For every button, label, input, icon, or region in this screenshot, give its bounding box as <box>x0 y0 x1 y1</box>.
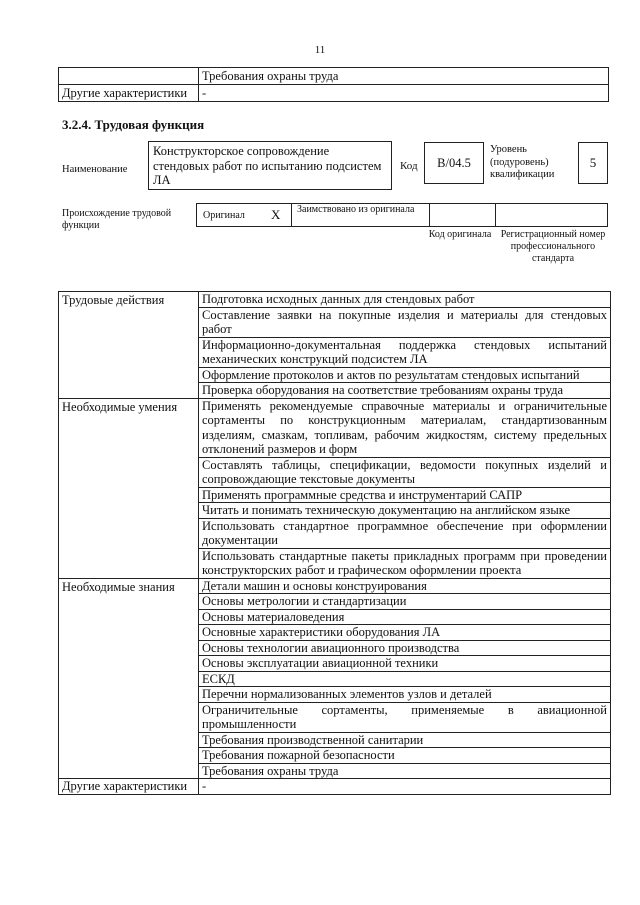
section-item: Перечни нормализованных элементов узлов и деталей <box>199 687 611 703</box>
section-item: Требования пожарной безопасности <box>199 748 611 764</box>
origin-row <box>196 203 608 227</box>
section-item: ЕСКД <box>199 671 611 687</box>
other-value: - <box>199 779 611 795</box>
table-row <box>59 85 609 102</box>
section-item: Применять рекомендуемые справочные материалы и ограничительные сортаменты по конструкционным материалам, стандартизованным изделиям, смазкам, топливам, рабочим жидкостям, систему предельных отклонений размеров и форм <box>199 398 611 457</box>
function-table <box>58 291 611 795</box>
section-item: Читать и понимать техническую документацию на английском языке <box>199 503 611 519</box>
section-item: Оформление протоколов и актов по результатам стендовых испытаний <box>199 367 611 383</box>
table-row <box>59 779 611 795</box>
name-value: Конструкторское сопровождение стендовых работ по испытанию подсистем ЛА <box>148 141 392 190</box>
borrowed-label: Заимствовано из оригинала <box>297 204 415 215</box>
section-label: Необходимые умения <box>59 398 199 578</box>
row-label <box>59 68 199 85</box>
table-row <box>59 578 611 594</box>
section-item: Требования охраны труда <box>199 763 611 779</box>
table-row <box>59 292 611 308</box>
name-label: Наименование <box>62 164 128 175</box>
code-value: B/04.5 <box>424 142 484 184</box>
row-value: Требования охраны труда <box>199 68 609 85</box>
section-item: Составление заявки на покупные изделия и материалы для стендовых работ <box>199 307 611 337</box>
level-value: 5 <box>578 142 608 184</box>
section-label: Трудовые действия <box>59 292 199 399</box>
section-title: 3.2.4. Трудовая функция <box>62 117 205 132</box>
code-caption: Код оригинала <box>428 229 492 240</box>
reg-caption: Регистрационный номер профессионального стандарта <box>500 229 606 264</box>
section-item: Информационно-документальная поддержка стендовых испытаний механических конструкций подсистем ЛА <box>199 337 611 367</box>
section-item: Основы эксплуатации авиационной техники <box>199 656 611 672</box>
section-item: Основы метрологии и стандартизации <box>199 594 611 610</box>
section-item: Требования производственной санитарии <box>199 732 611 748</box>
section-item: Подготовка исходных данных для стендовых работ <box>199 292 611 308</box>
original-label: Оригинал <box>203 210 245 221</box>
row-label: Другие характеристики <box>59 85 199 102</box>
other-label: Другие характеристики <box>59 779 199 795</box>
section-item: Основы технологии авиационного производства <box>199 640 611 656</box>
section-item: Применять программные средства и инструментарий САПР <box>199 487 611 503</box>
origin-label: Происхождение трудовой функции <box>62 208 172 231</box>
continuation-table <box>58 67 609 102</box>
original-mark: X <box>271 207 281 222</box>
section-item: Составлять таблицы, спецификации, ведомости покупных изделий и сопровождающие текстовые документы <box>199 457 611 487</box>
section-item: Использовать стандартное программное обеспечение при оформлении документации <box>199 518 611 548</box>
section-item: Ограничительные сортаменты, применяемые в авиационной промышленности <box>199 702 611 732</box>
table-row <box>59 68 609 85</box>
section-item: Использовать стандартные пакеты прикладных программ при проведении конструкторских работ и графическом оформлении проекта <box>199 548 611 578</box>
section-item: Детали машин и основы конструирования <box>199 578 611 594</box>
level-label: Уровень (подуровень) квалификации <box>490 144 555 180</box>
page-number: 11 <box>314 44 326 56</box>
row-value: - <box>199 85 609 102</box>
section-item: Проверка оборудования на соответствие требованиям охраны труда <box>199 383 611 399</box>
section-item: Основы материаловедения <box>199 609 611 625</box>
table-row <box>59 398 611 457</box>
code-label: Код <box>400 160 418 172</box>
section-label: Необходимые знания <box>59 578 199 779</box>
section-item: Основные характеристики оборудования ЛА <box>199 625 611 641</box>
